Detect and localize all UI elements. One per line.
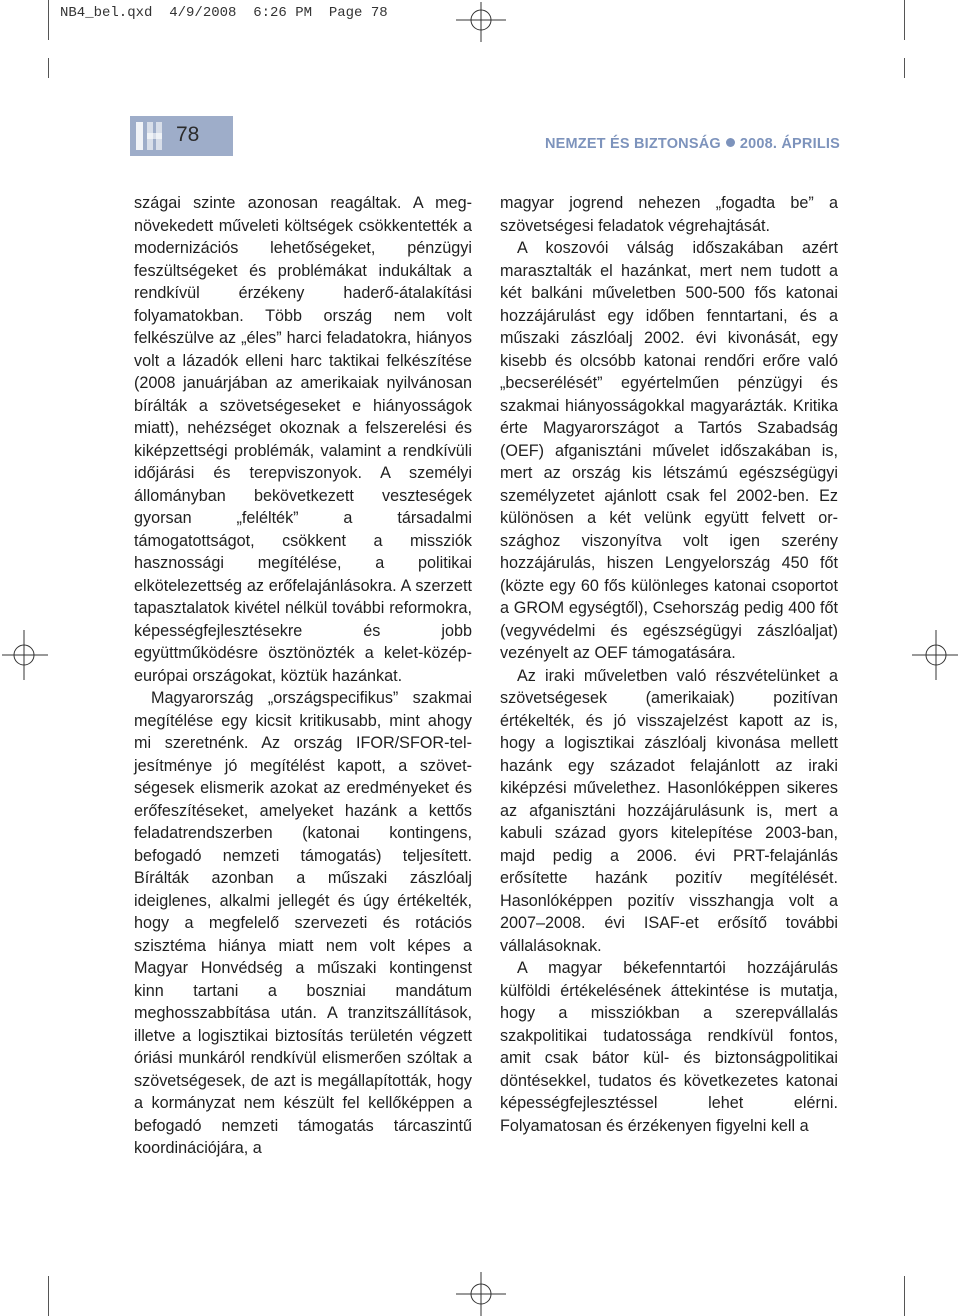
page-number: 78 [176,123,200,146]
registration-mark-left-icon [2,630,48,680]
paragraph: magyar jogrend nehezen „fogadta be” a szövetségesi feladatok végrehajtását. [500,194,838,235]
page-number-box [130,116,233,156]
running-title [545,136,840,152]
paragraph: A koszovói válság időszakában azért marasztalták el hazánkat, mert nem tudott a két balkáni műveletben 500-500 fős katonai hozzájárulást egy időben fenntartani, és a műszaki zászlóalj 2002. évi kivonását, egy kisebb és olcsóbb katonai rendőri erőre való „becserélését” egyértelműen pénzügyi és szakmai hiányosságokkal magyarázták. Kritika érte Magyarországot a Tartós Szabadság (OEF) afganisztáni művelet időszakában is, mert az ország kis létszámú egészségügyi személyzetet ajánlott csak fel 2002-ben. Ez különösen a két velünk együtt felvett országhoz viszonyítva volt igen szerény hozzájárulás, hiszen Lengyelország 450 főt (közte egy 60 fős különleges katonai csoportot a GROM egységtől), Csehország pedig 400 főt (vegyvédelmi és egészségügyi zászlóaljat) vezényelt az OEF támogatására. [500,239,838,662]
journal-title: NEMZET ÉS BIZTONSÁG [544,136,721,152]
crop-mark-bottom-right [904,1276,905,1316]
crop-mark-top-right [904,0,905,40]
registration-mark-bottom-icon [456,1272,506,1316]
bullet-dot-icon [726,138,735,147]
journal-logo-icon [134,120,164,152]
paragraph: A magyar békefenntartói hozzájárulás külföldi értékelésének áttekintése is mutatja, hogy a missziókban a szerepvállalás szakpolitikai tudatossága rendkívül fontos, amit csak bátor kül- és biztonságpolitikai döntésekkel, tudatos és következetes katonai képességfejlesztéssel lehet elérni. Folyamatosan és érzékenyen figyelni kell a [500,959,838,1135]
paragraph: Magyarország „országspecifikus” szakmai megítélése egy kicsit kritikusabb, mint ahogy mi szeretnénk. Az ország IFOR/SFOR-teljesítménye jó megítélést kapott, a szövetségesek elismerik azokat az eredményeket és erőfeszítéseket, amelyeket hazánk a kettős feladatrendszerben (katonai kontingens, befogadó nemzeti támogatás) teljesített. Bírálták azonban a műszaki zászlóalj ideiglenes, alkalmi jellegét és úgy értékelték, hogy a megfelelő szervezeti és rotációs szisztéma hiánya miatt nem volt képes a Magyar Honvédség a műszaki kontingenst kinn tartani a boszniai mandátum meghosszabbítása után. A tranzitszállítások, illetve a logisztikai biztosítás területén végzett óriási munkáról rendkívül elismerően szóltak a szövetségesek, de azt is megállapították, hogy a kormányzat nem készült fel kellőképpen a befogadó nemzeti támogatás tárcaszintű koordinációjára, a [134,689,472,1157]
left-column [134,192,472,1160]
crop-mark-left-vertical [48,58,49,78]
right-column [500,192,838,1137]
issue-date: 2008. ÁPRILIS [739,136,840,152]
crop-mark-bottom-left [48,1276,49,1316]
paragraph: Az iraki műveletben való részvételünket a szövetségesek (amerikaiak) pozitívan értékelték, és jó visszajelzést kapott az is, hogy a logisztikai zászlóalj kivonása mellett hazánk egy századot felajánlott az iraki kiképzési művelethez. Hasonlóképpen sikeres az afganisztáni hozzájárulásunk is, mert a kabuli század gyors kitelepítése 2003-ban, majd pedig a 2006. évi PRT-felajánlás erősítette hazánk pozitív megítélését. Hasonlóképpen pozitív visszhangja volt a 2007–2008. évi ISAF-et erősítő további vállalásoknak. [500,666,838,955]
paragraph: szágai szinte azonosan reagáltak. A megnövekedett műveleti költségek csökkentették a modernizációs lehetőségeket, pénzügyi feszültségeket és problémákat indukáltak a rendkívül érzékeny haderő-átalakítási folyamatokban. Több ország nem volt felkészülve az „éles” harci feladatokra, hiányos volt a lázadók elleni harc taktikai felkészítése (2008 januárjában az amerikaiak nyilvánosan bírálták a szövetségeseket e hiányosságok miatt), nehézséget okoznak a felszerelési és kiképzettségi problémák, valamint a rendkívüli időjárási és terepviszonyok. A személyi állományban bekövetkezett veszteségek gyorsan „felélték” a társadalmi támogatottságot, csökkent a missziók hasznossági megítélése, a politikai elkötelezettség az erőfelajánlásokra. A szerzett tapasztalatok kivétel nélkül további reformokra, képességfejlesztésekre és jobb együttműködésre ösztönözték a kelet-közép-európai országokat, köztük hazánkat. [134,194,472,685]
registration-mark-top-icon [456,2,506,42]
registration-mark-right-icon [912,630,958,680]
crop-mark-top-left [48,0,49,40]
print-slug: NB4_bel.qxd 4/9/2008 6:26 PM Page 78 [60,5,388,21]
crop-mark-right-vertical [904,58,905,78]
